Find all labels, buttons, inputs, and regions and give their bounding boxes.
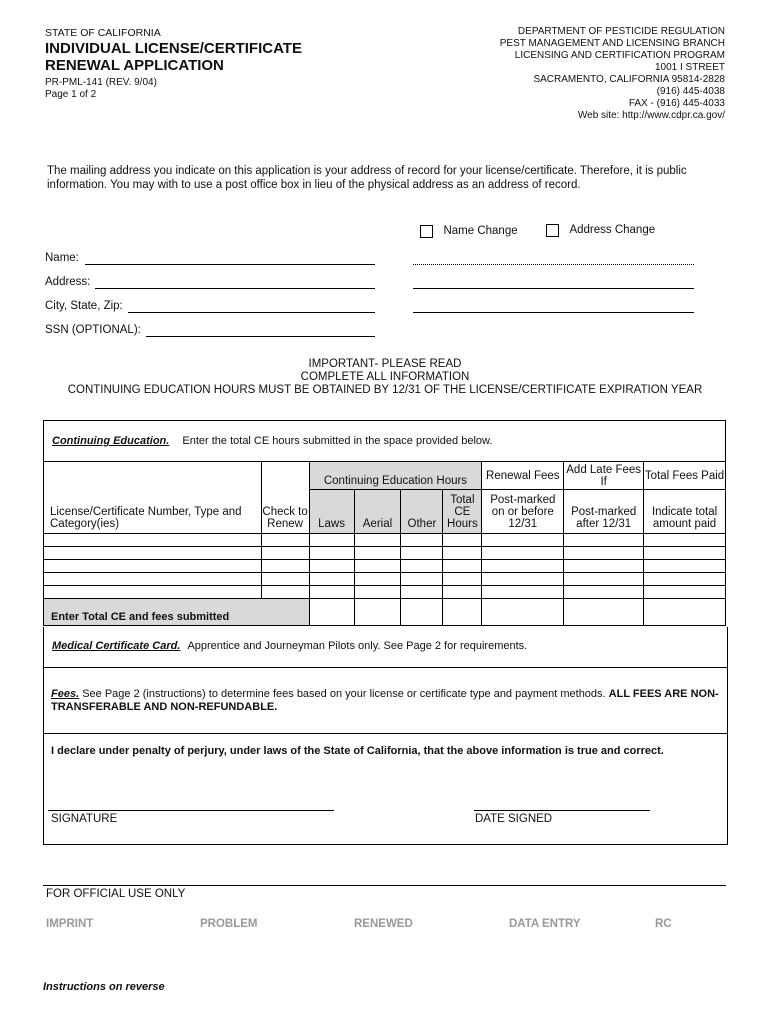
address-label: Address: xyxy=(45,276,91,288)
state-label: STATE OF CALIFORNIA xyxy=(45,27,161,39)
important-line2: COMPLETE ALL INFORMATION xyxy=(300,371,470,383)
table-row[interactable] xyxy=(44,586,726,599)
address-field[interactable] xyxy=(95,288,375,289)
name-change-checkbox[interactable] xyxy=(420,225,518,243)
official-divider xyxy=(43,885,726,886)
aerial-cell[interactable] xyxy=(354,586,401,599)
col-aerial-header: Aerial xyxy=(354,490,401,534)
ssn-field[interactable] xyxy=(146,336,375,337)
other-cell[interactable] xyxy=(401,586,443,599)
col-renewal-header: Renewal Fees xyxy=(482,462,564,490)
aerial-cell[interactable] xyxy=(354,534,401,547)
fees-heading: Fees. xyxy=(51,688,80,700)
total-ce-cell[interactable] xyxy=(443,547,482,560)
form-number: PR-PML-141 (REV. 9/04) xyxy=(45,77,157,88)
checkbox-box[interactable] xyxy=(420,225,433,238)
laws-cell[interactable] xyxy=(309,534,354,547)
total-fees-cell[interactable] xyxy=(644,586,726,599)
form-title-line2: RENEWAL APPLICATION xyxy=(45,57,224,74)
date-signed-field[interactable] xyxy=(474,810,650,811)
medical-row xyxy=(52,640,527,652)
intro-text: The mailing address you indicate on this application is your address of record for your license/certificate. Therefore, it is public information. You may with to use a post office box in lieu of the physical address as an address of record. xyxy=(47,165,687,191)
table-row[interactable] xyxy=(44,573,726,586)
dept-line: FAX - (916) 445-4033 xyxy=(628,98,725,109)
dept-line: LICENSING AND CERTIFICATION PROGRAM xyxy=(514,50,725,61)
dept-line: PEST MANAGEMENT AND LICENSING BRANCH xyxy=(499,38,725,49)
total-paid-cell[interactable] xyxy=(644,599,726,626)
total-fees-cell[interactable] xyxy=(644,560,726,573)
check-cell[interactable] xyxy=(261,534,309,547)
rc-label: RC xyxy=(655,918,672,930)
col-total-fees-header: Total Fees Paid xyxy=(644,462,726,490)
dept-line: Web site: http://www.cdpr.ca.gov/ xyxy=(577,110,725,121)
total-ce-cell[interactable] xyxy=(443,586,482,599)
new-city-field[interactable] xyxy=(413,312,694,313)
check-cell[interactable] xyxy=(261,560,309,573)
data-entry-label: DATA ENTRY xyxy=(509,918,581,930)
renewal-cell[interactable] xyxy=(482,547,564,560)
license-cell[interactable] xyxy=(44,560,262,573)
total-fees-cell[interactable] xyxy=(644,547,726,560)
name-label: Name: xyxy=(45,252,79,264)
ce-instructions: Enter the total CE hours submitted in the space provided below. xyxy=(182,435,493,447)
late-cell[interactable] xyxy=(564,560,644,573)
col-renewal-sub: Post-marked on or before 12/31 xyxy=(482,490,564,534)
other-cell[interactable] xyxy=(401,560,443,573)
renewal-cell[interactable] xyxy=(482,560,564,573)
total-fees-cell[interactable] xyxy=(644,573,726,586)
check-cell[interactable] xyxy=(261,573,309,586)
renewal-cell[interactable] xyxy=(482,586,564,599)
dept-line: 1001 I STREET xyxy=(654,62,725,73)
date-signed-label: DATE SIGNED xyxy=(475,813,553,825)
col-ce-hours-header: Continuing Education Hours xyxy=(309,462,482,490)
license-cell[interactable] xyxy=(44,573,262,586)
check-cell[interactable] xyxy=(261,586,309,599)
declaration-section xyxy=(43,734,728,845)
table-row[interactable] xyxy=(44,547,726,560)
totals-label: Enter Total CE and fees submitted xyxy=(44,599,310,626)
total-renewal-cell[interactable] xyxy=(482,599,564,626)
other-cell[interactable] xyxy=(401,547,443,560)
col-check-header: Check to Renew xyxy=(261,462,309,534)
laws-cell[interactable] xyxy=(309,547,354,560)
dept-line: (916) 445-4038 xyxy=(656,86,725,97)
problem-label: PROBLEM xyxy=(200,918,258,930)
city-label: City, State, Zip: xyxy=(45,300,123,312)
checkbox-box[interactable] xyxy=(546,224,559,237)
address-change-checkbox[interactable] xyxy=(546,224,655,242)
totals-row xyxy=(44,599,726,626)
ce-table xyxy=(43,461,726,626)
license-cell[interactable] xyxy=(44,586,262,599)
late-cell[interactable] xyxy=(564,573,644,586)
medical-heading: Medical Certificate Card. xyxy=(52,640,181,652)
official-label: FOR OFFICIAL USE ONLY xyxy=(46,888,186,900)
form-title-line1: INDIVIDUAL LICENSE/CERTIFICATE xyxy=(45,40,302,57)
table-row[interactable] xyxy=(44,560,726,573)
license-cell[interactable] xyxy=(44,534,262,547)
col-license-header: License/Certificate Number, Type and Category(ies) xyxy=(44,462,262,534)
total-ce-cell[interactable] xyxy=(443,573,482,586)
license-cell[interactable] xyxy=(44,547,262,560)
medical-text: Apprentice and Journeyman Pilots only. See Page 2 for requirements. xyxy=(187,640,528,652)
footer-instructions: Instructions on reverse xyxy=(43,981,165,993)
department-address xyxy=(500,26,725,122)
dept-line: SACRAMENTO, CALIFORNIA 95814-2828 xyxy=(533,74,725,85)
new-address-field[interactable] xyxy=(413,288,694,289)
check-cell[interactable] xyxy=(261,547,309,560)
total-ce-cell[interactable] xyxy=(443,534,482,547)
page-number: Page 1 of 2 xyxy=(45,89,97,100)
total-fees-cell[interactable] xyxy=(644,534,726,547)
total-late-cell[interactable] xyxy=(564,599,644,626)
aerial-cell[interactable] xyxy=(354,560,401,573)
important-line1: IMPORTANT- PLEASE READ xyxy=(308,358,462,370)
total-ce-hours-cell[interactable] xyxy=(443,599,482,626)
renewal-cell[interactable] xyxy=(482,534,564,547)
aerial-cell[interactable] xyxy=(354,573,401,586)
laws-cell[interactable] xyxy=(309,560,354,573)
total-aerial-cell[interactable] xyxy=(354,599,401,626)
ce-section-header xyxy=(43,420,726,461)
other-cell[interactable] xyxy=(401,573,443,586)
total-ce-cell[interactable] xyxy=(443,560,482,573)
declaration-text: I declare under penalty of perjury, under laws of the State of California, that the above information is true and correct. xyxy=(51,745,664,757)
late-cell[interactable] xyxy=(564,547,644,560)
name-change-label: Name Change xyxy=(443,225,518,237)
fees-bold-text: ALL FEES ARE NON-TRANSFERABLE AND NON-REFUNDABLE. xyxy=(51,688,719,713)
address-change-label: Address Change xyxy=(569,224,656,236)
important-line3: CONTINUING EDUCATION HOURS MUST BE OBTAINED BY 12/31 OF THE LICENSE/CERTIFICATE EXPIRATION YEAR xyxy=(67,384,703,396)
total-laws-cell[interactable] xyxy=(309,599,354,626)
dept-line: DEPARTMENT OF PESTICIDE REGULATION xyxy=(517,26,725,37)
col-late-sub: Post-marked after 12/31 xyxy=(564,490,644,534)
imprint-label: IMPRINT xyxy=(46,918,94,930)
late-cell[interactable] xyxy=(564,534,644,547)
aerial-cell[interactable] xyxy=(354,547,401,560)
ce-heading: Continuing Education. xyxy=(52,435,170,447)
col-laws-header: Laws xyxy=(309,490,354,534)
other-cell[interactable] xyxy=(401,534,443,547)
fees-text: See Page 2 (instructions) to determine fees based on your license or certificate type and payment methods. xyxy=(82,688,606,700)
new-name-field[interactable] xyxy=(413,264,694,265)
table-row[interactable] xyxy=(44,534,726,547)
medical-section xyxy=(43,627,728,668)
laws-cell[interactable] xyxy=(309,586,354,599)
col-late-header: Add Late Fees If xyxy=(564,462,644,490)
total-other-cell[interactable] xyxy=(401,599,443,626)
name-field[interactable] xyxy=(85,264,375,265)
renewal-cell[interactable] xyxy=(482,573,564,586)
col-total-ce-header: Total CE Hours xyxy=(443,490,482,534)
city-field[interactable] xyxy=(128,312,375,313)
signature-field[interactable] xyxy=(48,810,334,811)
signature-label: SIGNATURE xyxy=(51,813,118,825)
ssn-label: SSN (OPTIONAL): xyxy=(45,324,141,336)
renewed-label: RENEWED xyxy=(354,918,413,930)
ce-instructions-row xyxy=(52,435,492,447)
col-total-fees-sub: Indicate total amount paid xyxy=(644,490,726,534)
col-other-header: Other xyxy=(401,490,443,534)
laws-cell[interactable] xyxy=(309,573,354,586)
late-cell[interactable] xyxy=(564,586,644,599)
fees-section xyxy=(43,668,728,734)
fees-text-block xyxy=(51,688,721,714)
